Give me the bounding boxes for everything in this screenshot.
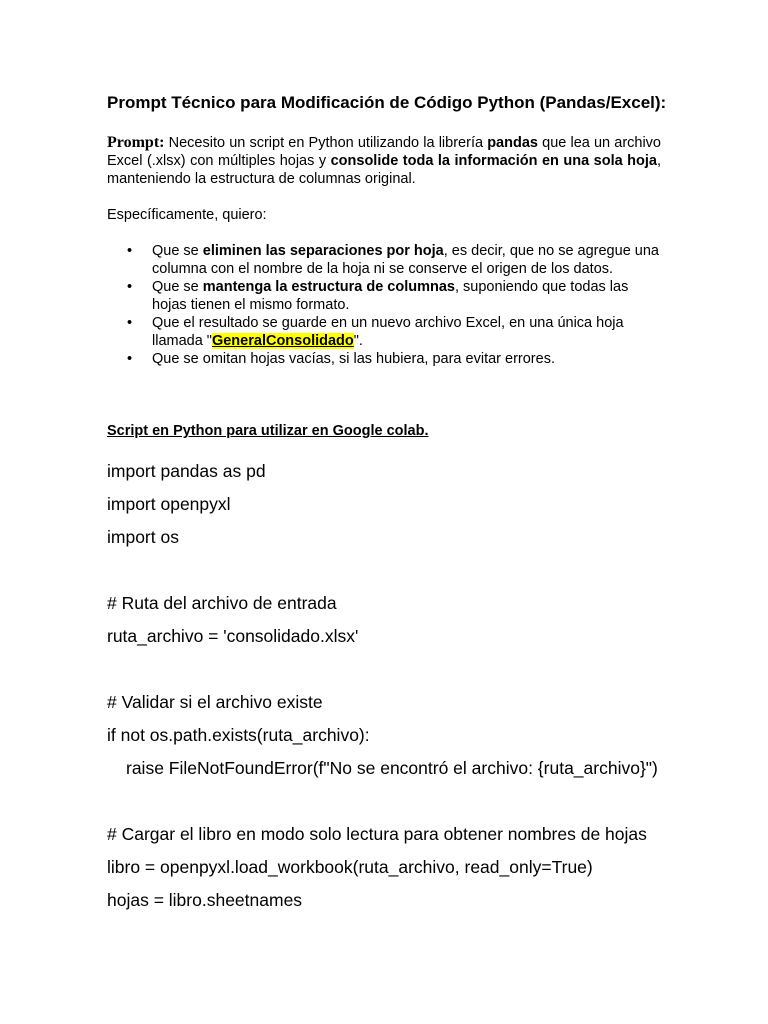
code-comment: # Validar si el archivo existe [107,692,323,712]
document-title: Prompt Técnico para Modificación de Código Python (Pandas/Excel): [107,93,667,112]
code-line: if not os.path.exists(ruta_archivo): [107,725,370,745]
prompt-bold-consolidate: consolide toda la información en una sola hoja [330,153,657,169]
prompt-text-2: que lea un archivo Excel (.xlsx) con múltiples hojas y [107,135,662,169]
code-line: raise FileNotFoundError(f"No se encontró el archivo: {ruta_archivo}") [126,758,658,778]
requirement-text: Que el resultado se guarde en un nuevo archivo Excel, en una única hoja llamada " [152,315,624,349]
intro-text: Específicamente, quiero: [107,207,267,223]
prompt-paragraph [107,134,661,188]
code-block [107,455,707,917]
prompt-text-1: Necesito un script en Python utilizando la librería [164,135,488,151]
prompt-bold-pandas: pandas [487,135,538,151]
requirement-bold: mantenga la estructura de columnas [202,279,455,295]
requirement-text: Que se omitan hojas vacías, si las hubiera, para evitar errores. [152,351,555,367]
requirement-text: , es decir, que no se agregue una columna con el nombre de la hoja ni se conserve el origen de los datos. [152,243,659,277]
code-line-blank [107,653,707,686]
requirement-text: Que se [152,243,203,259]
requirement-text: Que se [152,279,203,295]
code-line: import pandas as pd [107,461,266,481]
requirement-bold: eliminen las separaciones por hoja [202,243,444,259]
code-comment: # Ruta del archivo de entrada [107,593,337,613]
requirement-item [107,350,661,368]
script-heading: Script en Python para utilizar en Google colab. [107,423,429,439]
requirements-list [107,242,661,368]
code-line: import os [107,527,179,547]
code-line: ruta_archivo = 'consolidado.xlsx' [107,626,359,646]
prompt-label: Prompt: [107,134,165,151]
code-line-blank [107,785,707,818]
code-line: import openpyxl [107,494,231,514]
prompt-text-3: , manteniendo la estructura de columnas original. [107,153,661,187]
code-line-blank [107,554,707,587]
code-line: libro = openpyxl.load_workbook(ruta_archivo, read_only=True) [107,857,593,877]
requirement-item [107,314,661,350]
highlighted-sheet-name: GeneralConsolidado [211,333,354,349]
requirement-item [107,242,661,278]
requirement-text: , suponiendo que todas las hojas tienen el mismo formato. [152,279,629,313]
requirement-item [107,278,661,314]
code-line: hojas = libro.sheetnames [107,890,303,910]
code-comment: # Cargar el libro en modo solo lectura para obtener nombres de hojas [107,824,647,844]
document-page [107,0,667,1024]
requirement-text: ". [353,333,363,349]
